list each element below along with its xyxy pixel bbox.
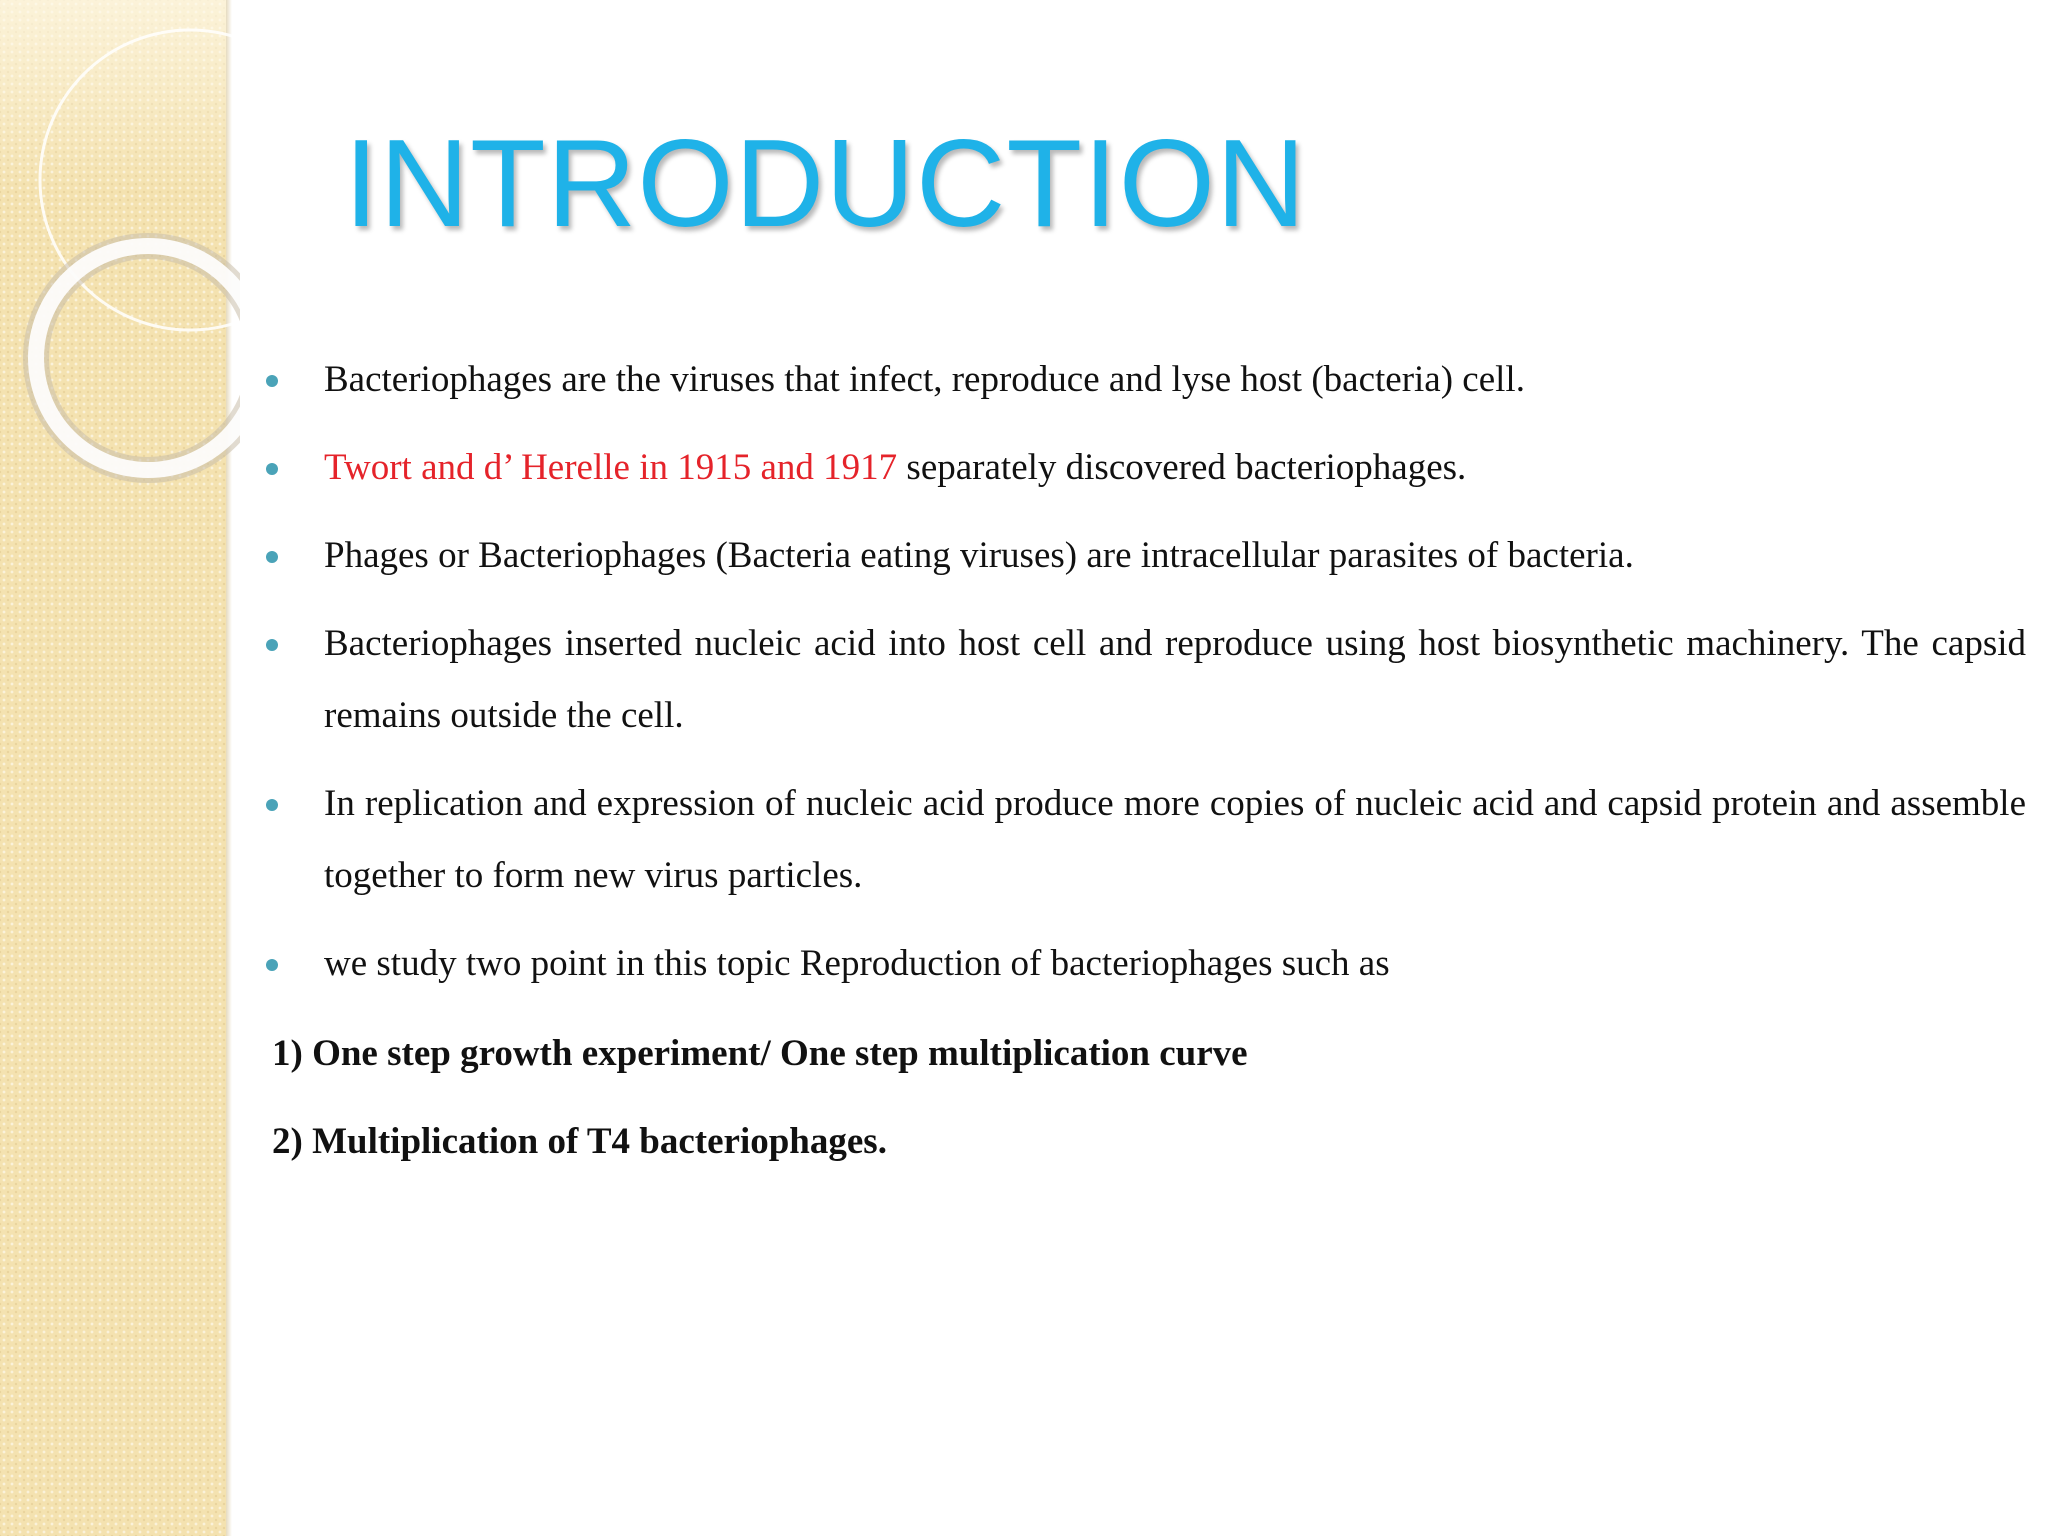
bullet-item [262, 608, 2026, 752]
bullet-text: In replication and expression of nucleic acid produce more copies of nucleic acid and capsid protein and assemble together to form new virus particles. [324, 783, 2026, 896]
bullet-text: separately discovered bacteriophages. [897, 447, 1467, 488]
decorative-rings [0, 0, 240, 520]
bullet-item [262, 520, 2026, 592]
bullet-text: we study two point in this topic Reproduction of bacteriophages such as [324, 943, 1390, 984]
numbered-point-two: 2) Multiplication of T4 bacteriophages. [272, 1121, 887, 1162]
bullet-item [262, 344, 2026, 416]
bullet-highlight-text: Twort and d’ Herelle in 1915 and 1917 [324, 447, 898, 488]
bullet-dot-icon [266, 463, 278, 475]
bullet-item [262, 432, 2026, 504]
bullet-dot-icon [266, 799, 278, 811]
bullet-dot-icon [266, 959, 278, 971]
bullet-text: Bacteriophages inserted nucleic acid into host cell and reproduce using host biosynthetic machinery. The capsid remains outside the cell. [324, 623, 2026, 736]
bullet-item [262, 928, 2026, 1000]
bullet-text: Bacteriophages are the viruses that infect, reproduce and lyse host (bacteria) cell. [324, 359, 1525, 400]
numbered-point-one: 1) One step growth experiment/ One step multiplication curve [272, 1033, 1248, 1074]
bullet-dot-icon [266, 639, 278, 651]
bullet-dot-icon [266, 375, 278, 387]
bullet-list [262, 344, 2026, 1016]
slide-title: INTRODUCTION [344, 115, 1307, 253]
bullet-text: Phages or Bacteriophages (Bacteria eating viruses) are intracellular parasites of bacteria. [324, 535, 1634, 576]
bullet-item [262, 768, 2026, 912]
bullet-dot-icon [266, 551, 278, 563]
